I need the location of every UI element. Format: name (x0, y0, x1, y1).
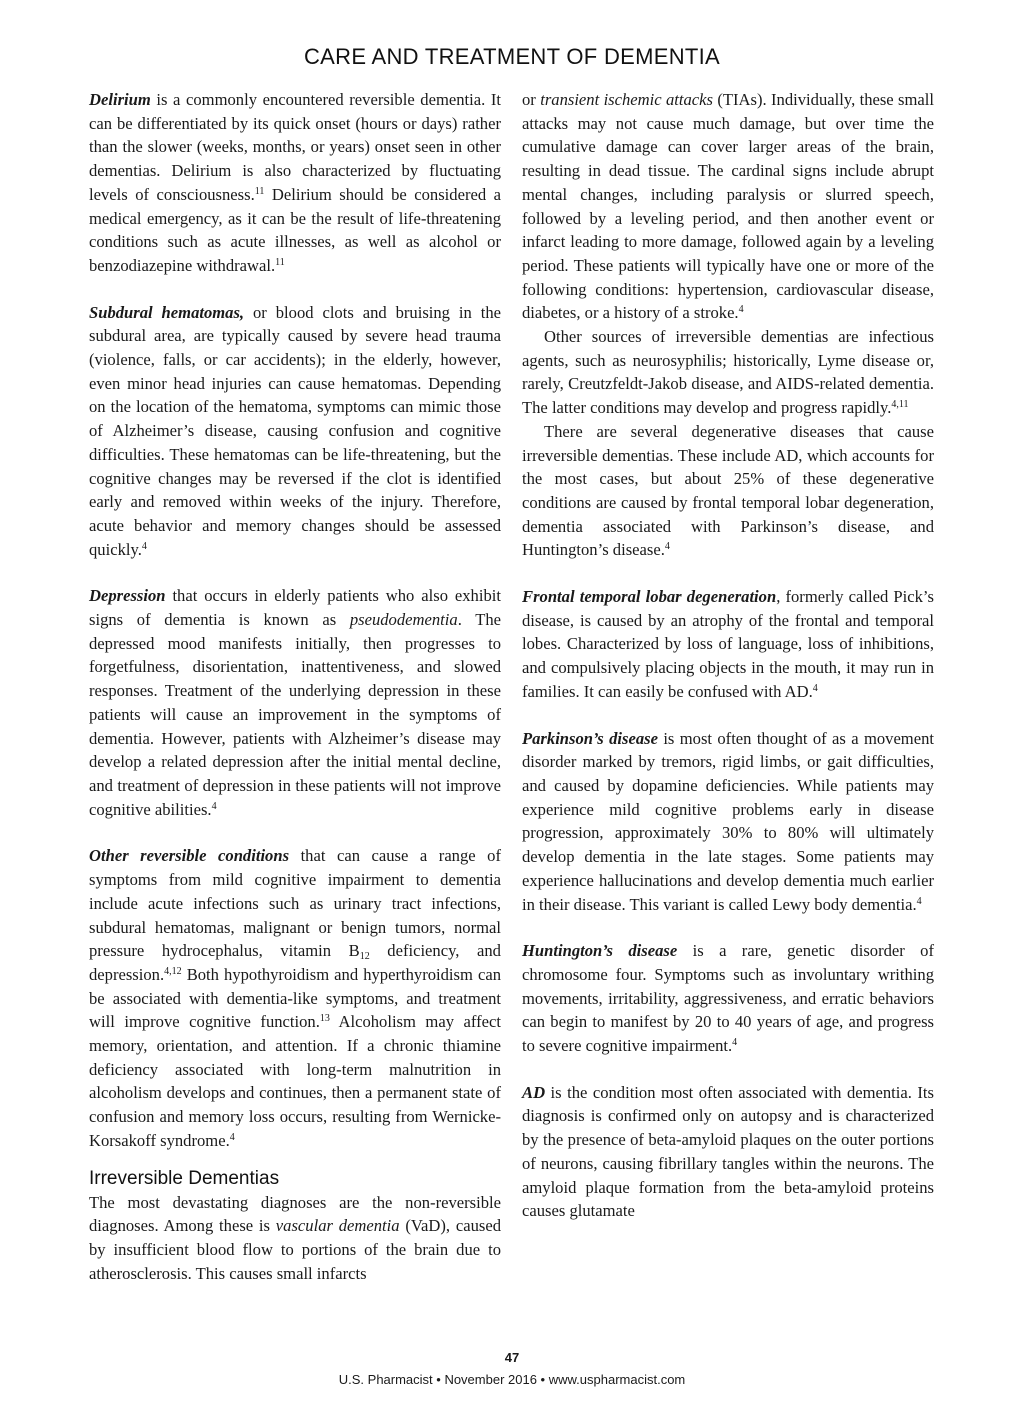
right-column (522, 88, 934, 1223)
term-other-reversible: Other reversible conditions (89, 846, 290, 866)
paragraph-delirium: Delirium is a commonly encountered reversible dementia. It can be differentiated by its quick onset (hours or days) rather than the slower (weeks, months, or years) onset seen in other dementias. Delirium is also characterized by fluctuating levels of consciousness.$^{11}$ Delirium should be considered a medical emergency, as it can be the result of life-threatening conditions such as acute illnesses, as well as alcohol or benzodiazepine withdrawal.$^{11}$ (89, 90, 502, 275)
paragraph-irreversible: The most devastating diagnoses are the non-reversible diagnoses. Among these is vascular dementia (VaD), caused by insufficient blood flow to portions of the brain due to atherosclerosis. This causes small infarcts (89, 1192, 501, 1283)
term-ftld: Frontal temporal lobar degeneration (522, 587, 777, 607)
paragraph-parkinsons: Parkinson’s disease is most often thought of as a movement disorder marked by tremors, rigid limbs, or gait difficulties, and caused by dopamine deficiencies. While patients may experience mild cognitive problems early in disease progression, approximately 30% to 80% will ultimately develop dementia in the late stages. Some patients may experience hallucinations and develop dementia much earlier in their disease. This variant is called Lewy body dementia.$^4$ (522, 728, 934, 914)
page-number: 47 (504, 1350, 520, 1365)
term-depression: Depression (89, 586, 166, 606)
paragraph-depression: Depression that occurs in elderly patients who also exhibit signs of dementia is known as pseudodementia. The depressed mood manifests initially, then progresses to forgetfulness, disorientation, inattentiveness, and slowed responses. Treatment of the underlying depression in these patients will cause an improvement in the symptoms of dementia. However, patients with Alzheimer’s disease may develop a related depression after the initial mental decline, and treatment of depression in these patients will not improve cognitive abilities.$^4$ (89, 586, 502, 819)
term-parkinsons: Parkinson’s disease (522, 728, 658, 748)
term-delirium: Delirium (89, 90, 151, 109)
term-subdural-hematomas: Subdural hematomas, (89, 302, 245, 322)
paragraph-subdural-hematomas: Subdural hematomas, or blood clots and bruising in the subdural area, are typically caused by severe head trauma (violence, falls, or car accidents); in the elderly, however, even minor head injuries can cause hematomas. Depending on the location of the hematoma, symptoms can mimic those of Alzheimer’s disease, causing confusion and cognitive difficulties. These hematomas can be life-threatening, but the cognitive changes may be reversed if the clot is identified early and removed within weeks of the injury. Therefore, acute behavior and memory changes should be assessed quickly.$^4$ (89, 302, 501, 559)
running-header: CARE AND TREATMENT OF DEMENTIA (303, 44, 721, 69)
paragraph-other-sources: Other sources of irreversible dementias are infectious agents, such as neurosyphilis; historically, Lyme disease or, rarely, Creutzfeldt-Jakob disease, and AIDS-related dementia. The latter conditions may develop and progress rapidly.$^{4,11}$ (522, 327, 934, 418)
paragraph-ftld: Frontal temporal lobar degeneration, formerly called Pick’s disease, is caused by an atrophy of the frontal and temporal lobes. Characterized by loss of language, loss of inhibitions, and compulsively placing objects in the mouth, it may run in families. It can easily be confused with AD.$^4$ (522, 587, 934, 701)
term-huntingtons: Huntington’s disease (522, 941, 678, 961)
paragraph-huntingtons: Huntington’s disease is a rare, genetic disorder of chromosome four. Symptoms such as involuntary writhing movements, irritability, aggressiveness, and erratic behaviors can begin to manifest by 20 to 40 years of age, and progress to severe cognitive impairment.$^4$ (522, 941, 934, 1056)
paragraph-degenerative: There are several degenerative diseases that cause irreversible dementias. These include AD, which accounts for the most cases, but about 25% of these degenerative conditions are caused by frontal temporal lobar degeneration, dementia associated with Parkinson’s disease, and Huntington’s disease.$^4$ (522, 421, 934, 560)
footer-publication-line: U.S. Pharmacist • November 2016 • www.uspharmacist.com (338, 1372, 686, 1387)
section-heading-irreversible: Irreversible Dementias (89, 1167, 280, 1189)
paragraph-other-reversible: Other reversible conditions that can cause a range of symptoms from mild cognitive impairment to dementia include acute infections such as urinary tract infections, subdural hematomas, malignant or benign tumors, normal pressure hydrocephalus, vitamin $B_{12}$ deficiency, and depression.$^{4,12}$ Both hypothyroidism and hyperthyroidism can be associated with dementia-like symptoms, and treatment will improve cognitive function.$^{13}$ Alcoholism may affect memory, orientation, and attention. If a chronic thiamine deficiency associated with long-term malnutrition in alcoholism develops and continues, then a permanent state of confusion and memory loss occurs, resulting from Wernicke-Korsakoff syndrome.$^4$ (89, 846, 501, 1150)
left-column (89, 88, 501, 1285)
term-ad: AD (522, 1082, 546, 1102)
paragraph-vad-continued: or transient ischemic attacks (TIAs). Individually, these small attacks may not cause much damage, but over time the cumulative damage can cover larger areas of the brain, resulting in dead tissue. The cardinal signs include abrupt mental changes, including paralysis or slurred speech, followed by a leveling period, and then another event or infarct leading to more damage, followed again by a leveling period. These patients will typically have one or more of the following conditions: hypertension, cardiovascular disease, diabetes, or a history of a stroke.$^4$ (522, 90, 934, 323)
paragraph-ad: AD is the condition most often associated with dementia. Its diagnosis is confirmed only on autopsy and is characterized by the presence of beta-amyloid plaques on the outer portions of neurons, causing fibrillary tangles within the neurons. The amyloid plaque formation from the beta-amyloid proteins causes glutamate (522, 1082, 934, 1221)
